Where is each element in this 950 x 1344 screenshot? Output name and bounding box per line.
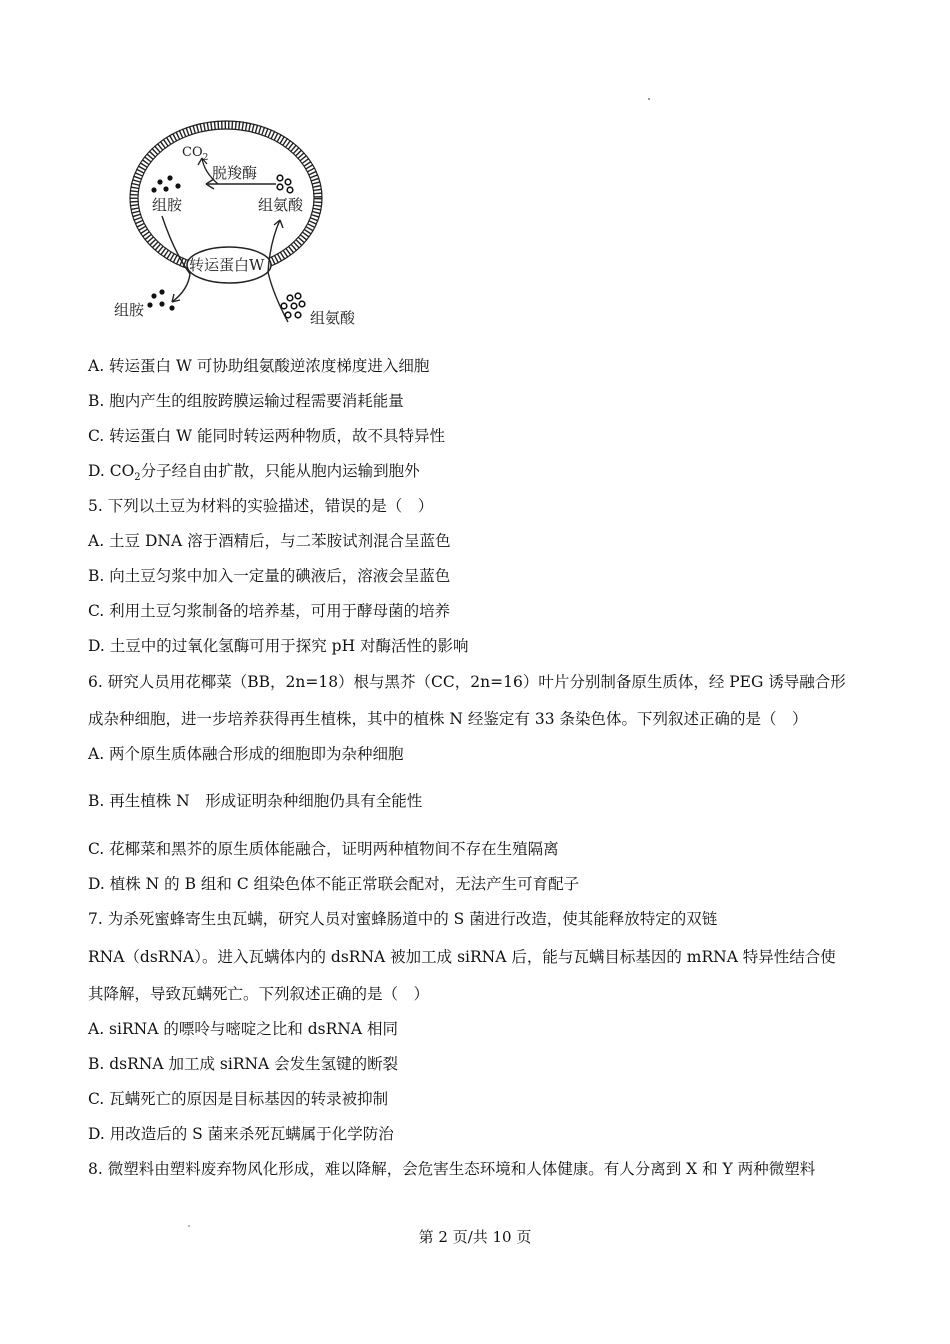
q4-option-a: A. 转运蛋白 W 可协助组氨酸逆浓度梯度进入细胞 — [88, 357, 430, 375]
q7-stem-line1: 7. 为杀死蜜蜂寄生虫瓦螨，研究人员对蜜蜂肠道中的 S 菌进行改造，使其能释放特定的双链 — [88, 910, 718, 928]
q7-option-a: A. siRNA 的嘌呤与嘧啶之比和 dsRNA 相同 — [88, 1020, 398, 1038]
q6-option-a: A. 两个原生质体融合形成的细胞即为杂种细胞 — [88, 745, 404, 763]
decarboxylase-label: 脱羧酶 — [212, 164, 258, 182]
q6-stem-line2: 成杂种细胞，进一步培养获得再生植株，其中的植株 N 经鉴定有 33 条染色体。下列叙述正确的是（ ） — [88, 710, 808, 728]
page-footer: 第 2 页/共 10 页 — [418, 1228, 532, 1246]
co2-label: $CO_2$ — [182, 145, 209, 163]
histidine-molecules-inside — [277, 175, 293, 193]
q6-option-c: C. 花椰菜和黑芥的原生质体能融合，证明两种植物间不存在生殖隔离 — [88, 840, 559, 858]
q7-option-b: B. dsRNA 加工成 siRNA 会发生氢键的断裂 — [88, 1055, 399, 1073]
q7-option-d: D. 用改造后的 S 菌来杀死瓦螨属于化学防治 — [88, 1125, 394, 1143]
q5-stem: 5. 下列以土豆为材料的实验描述，错误的是（ ） — [88, 497, 434, 515]
q6-option-d: D. 植株 N 的 B 组和 C 组染色体不能正常联会配对，无法产生可育配子 — [88, 875, 580, 893]
histamine-molecules-inside — [151, 175, 180, 192]
histamine-outside-label: 组胺 — [114, 301, 145, 319]
histidine-molecules-outside — [281, 293, 305, 318]
histidine-inside-label: 组氨酸 — [258, 196, 304, 214]
q7-stem-line3: 其降解，导致瓦螨死亡。下列叙述正确的是（ ） — [88, 985, 430, 1003]
q5-option-b: B. 向土豆匀浆中加入一定量的碘液后，溶液会呈蓝色 — [88, 567, 451, 585]
q4-option-c: C. 转运蛋白 W 能同时转运两种物质，故不具特异性 — [88, 427, 445, 445]
speck — [648, 98, 650, 100]
transporter-label: 转运蛋白W — [189, 256, 265, 274]
q6-stem-line1: 6. 研究人员用花椰菜（BB，2n=18）根与黑芥（CC，2n=16）叶片分别制备原生质体，经 PEG 诱导融合形 — [88, 673, 846, 691]
histidine-transport-diagram — [108, 112, 388, 337]
histamine-molecules-outside — [147, 289, 174, 310]
histamine-inside-label: 组胺 — [152, 196, 183, 214]
q5-option-d: D. 土豆中的过氧化氢酶可用于探究 pH 对酶活性的影响 — [88, 637, 469, 655]
q4-option-b: B. 胞内产生的组胺跨膜运输过程需要消耗能量 — [88, 392, 404, 410]
q5-option-c: C. 利用土豆匀浆制备的培养基，可用于酵母菌的培养 — [88, 602, 451, 620]
q5-option-a: A. 土豆 DNA 溶于酒精后，与二苯胺试剂混合呈蓝色 — [88, 532, 451, 550]
q7-option-c: C. 瓦螨死亡的原因是目标基因的转录被抑制 — [88, 1090, 389, 1108]
q7-stem-line2: RNA（dsRNA）。进入瓦螨体内的 dsRNA 被加工成 siRNA 后，能与瓦螨目标基因的 mRNA 特异性结合使 — [88, 948, 836, 966]
q8-stem-line1: 8. 微塑料由塑料废弃物风化形成，难以降解，会危害生态环境和人体健康。有人分离到 X 和 Y 两种微塑料 — [88, 1160, 816, 1178]
q6-option-b: B. 再生植株 N 形成证明杂种细胞仍具有全能性 — [88, 792, 423, 810]
q4-option-d: D. $CO_2$分子经自由扩散，只能从胞内运输到胞外 — [88, 462, 420, 484]
histidine-outside-label: 组氨酸 — [310, 309, 356, 327]
